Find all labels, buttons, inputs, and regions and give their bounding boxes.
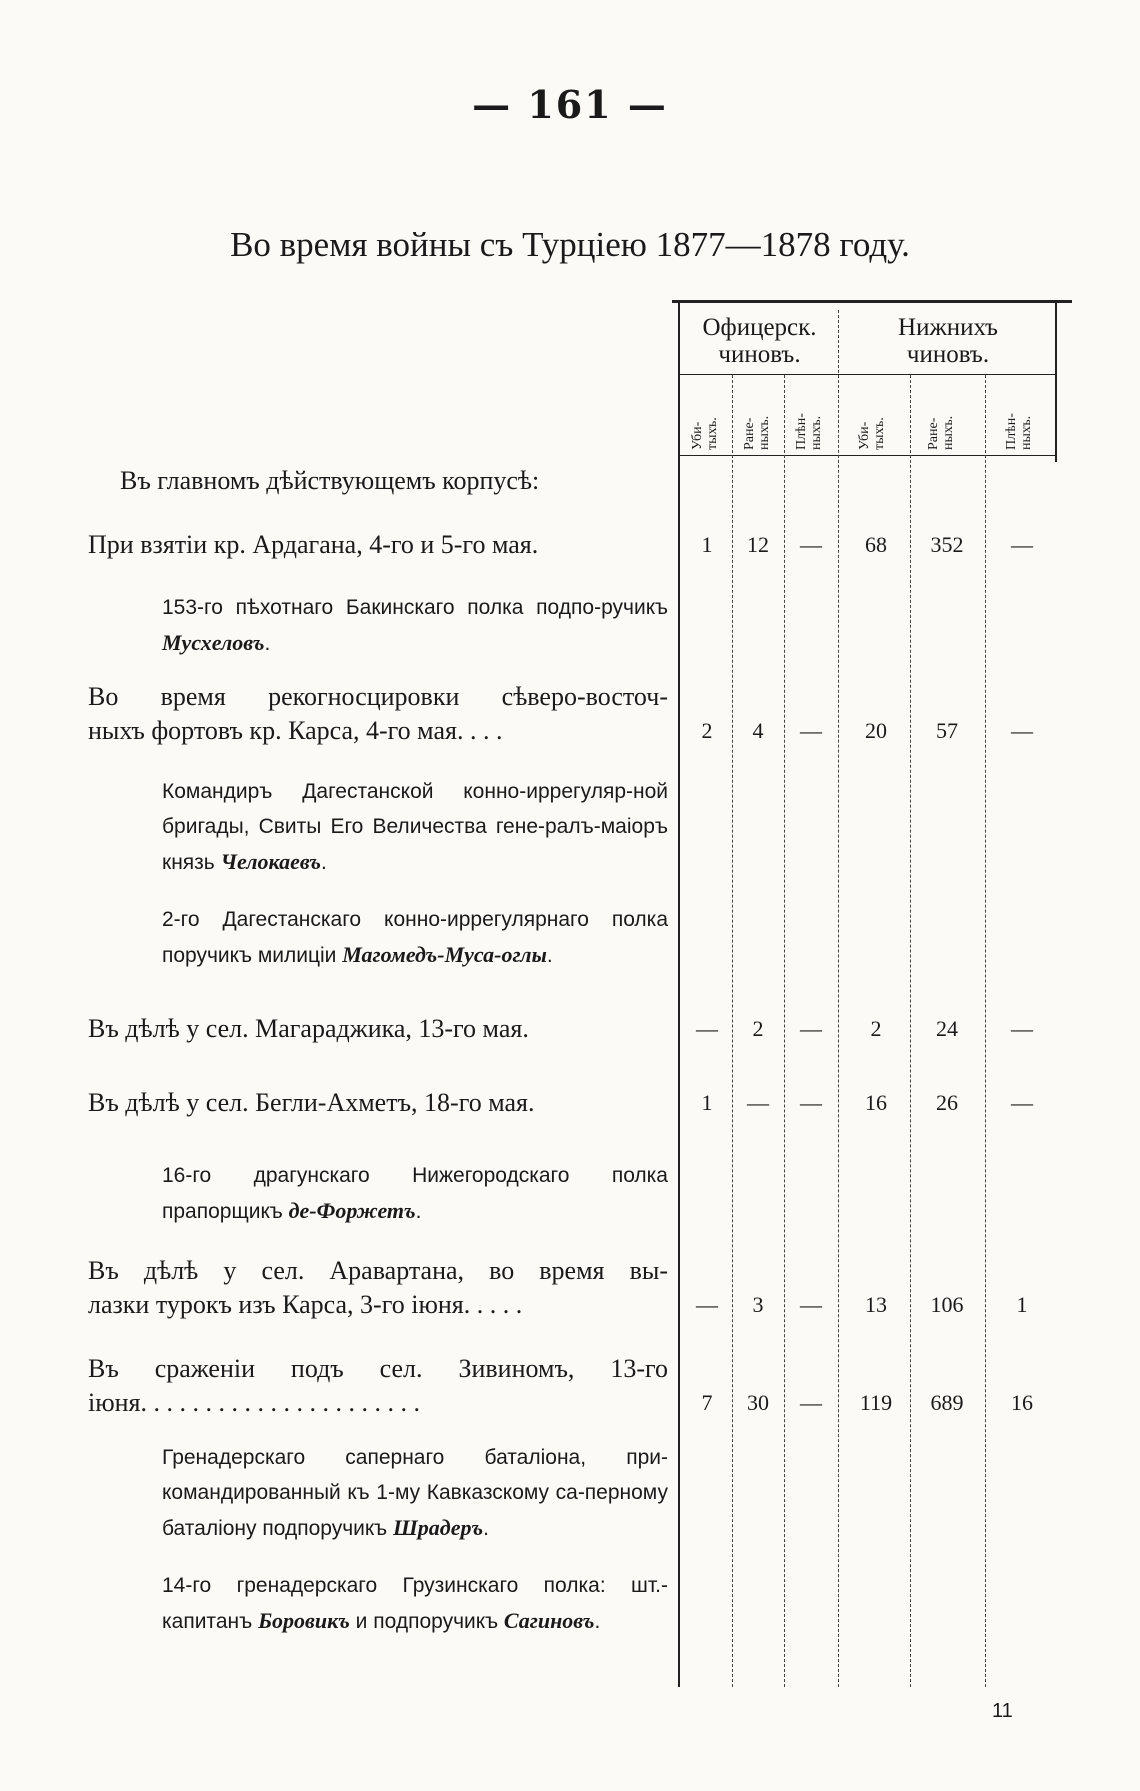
entry-text-first: Во время рекогносцировки сѣверо-восточ- — [88, 682, 668, 711]
note-text: Командиръ Дагестанской конно-иррегуляр-ной бригады, Свиты Его Величества гене-ралъ-маіоръ князь — [162, 780, 668, 874]
table-cell: 7 — [701, 1390, 713, 1415]
col6-l1: Плѣн- — [1004, 413, 1019, 450]
note-person: Мусхеловъ — [162, 630, 265, 655]
entry-zivin — [88, 1352, 668, 1420]
note-person: Шрадеръ — [393, 1515, 484, 1540]
dot-leader: . . . . . . . . . . . . . . . . . . . . . . — [140, 1388, 421, 1417]
table-cell: — — [800, 1390, 822, 1415]
page-title: Во время войны съ Турціею 1877—1878 году. — [230, 225, 910, 264]
table-cell: — — [1011, 1090, 1033, 1115]
group-lower-line1: Нижнихъ — [898, 314, 998, 341]
entry-text: ныхъ фортовъ кр. Карса, 4-го мая — [88, 716, 457, 745]
col-header-lower-wounded — [926, 416, 956, 450]
table-cell: — — [1011, 1016, 1033, 1041]
table-cell: 30 — [747, 1390, 769, 1415]
table-cell: 2 — [701, 718, 713, 743]
col6-l2: ныхъ. — [1019, 415, 1034, 450]
entry-text: Въ дѣлѣ у сел. Магараджика, 13-го мая — [88, 1014, 523, 1043]
col5-l1: Ране- — [926, 417, 941, 450]
table-cell: 12 — [747, 532, 769, 557]
table-cell: — — [800, 1090, 822, 1115]
dot-leader: . — [522, 1014, 529, 1043]
note-end: . — [546, 944, 553, 967]
table-left-border — [678, 302, 680, 1687]
note-person: Магомедъ-Муса-оглы — [342, 942, 547, 967]
note-de-forzhet — [162, 1158, 668, 1229]
note-end: . — [415, 1200, 422, 1223]
group-officers — [682, 314, 837, 368]
note-end: . — [483, 1517, 489, 1540]
header-bottom-rule — [680, 455, 1057, 456]
table-cell: 26 — [936, 1090, 958, 1115]
col-divider-5 — [985, 375, 986, 1687]
note-chelokaev — [162, 774, 668, 880]
page-number: — 161 — — [472, 82, 668, 127]
note-person: Боровикъ — [258, 1608, 350, 1633]
table-cell: 689 — [930, 1390, 964, 1415]
col1-l1: Уби- — [690, 421, 705, 450]
header-divider — [680, 374, 1057, 375]
col4-l2: тыхъ. — [872, 417, 887, 450]
note-borovik-saginov — [162, 1568, 668, 1639]
table-cell: 106 — [930, 1292, 964, 1317]
table-cell: 2 — [752, 1016, 764, 1041]
group-officers-line1: Офицерск. — [702, 314, 817, 341]
entry-aravartan — [88, 1254, 668, 1322]
note-text: Гренадерскаго сапернаго баталіона, при-командированный къ 1-му Кавказскому са-перному баталіону подпоручикъ — [162, 1446, 668, 1540]
note-text: 14-го гренадерскаго Грузинскаго полка: шт.-капитанъ — [162, 1574, 668, 1633]
table-cell: — — [800, 1016, 822, 1041]
col5-l2: ныхъ. — [941, 415, 956, 450]
col3-l2: ныхъ. — [809, 415, 824, 450]
table-cell: 1 — [1016, 1292, 1028, 1317]
entry-ardahan — [88, 528, 668, 562]
entry-text: лазки турокъ изъ Карса, 3-го іюня — [88, 1290, 464, 1319]
note-magomed — [162, 902, 668, 973]
entry-kars-reconnaissance — [88, 680, 668, 748]
group-officers-line2: чиновъ. — [718, 341, 801, 368]
note-end: . — [264, 632, 271, 655]
col4-l1: Уби- — [857, 421, 872, 450]
col3-l1: Плѣн- — [794, 413, 809, 450]
group-lower-line2: чиновъ. — [906, 341, 990, 368]
note-person: де-Форжетъ — [288, 1198, 416, 1223]
entry-text: іюня — [88, 1388, 141, 1417]
group-divider — [838, 310, 839, 1687]
table-cell: 68 — [865, 532, 887, 557]
entry-begli-akhmet — [88, 1086, 668, 1120]
col1-l2: тыхъ. — [705, 417, 720, 450]
table-cell: — — [696, 1016, 718, 1041]
table-cell: — — [800, 718, 822, 743]
note-shrader — [162, 1440, 668, 1546]
note-person-2: Сагиновъ — [503, 1608, 595, 1633]
table-cell: 3 — [752, 1292, 764, 1317]
table-cell: — — [747, 1090, 769, 1115]
group-lower-ranks — [842, 314, 1054, 368]
table-cell: 1 — [701, 532, 713, 557]
note-person: Челокаевъ — [220, 849, 322, 874]
table-right-border — [1055, 302, 1057, 462]
note-middle: и подпоручикъ — [349, 1610, 504, 1633]
col2-l1: Ране- — [742, 417, 757, 450]
entry-text: Въ дѣлѣ у сел. Бегли-Ахметъ, 18-го мая — [88, 1088, 528, 1117]
entry-magaradzhik — [88, 1012, 668, 1046]
col-header-officers-captured — [794, 413, 824, 450]
dot-leader: . — [527, 1088, 535, 1117]
dot-leader: . . . . — [456, 716, 503, 745]
table-cell: 16 — [1011, 1390, 1033, 1415]
table-cell: 13 — [865, 1292, 887, 1317]
note-end: . — [321, 851, 327, 874]
table-cell: — — [800, 1292, 822, 1317]
entry-text-first: Въ дѣлѣ у сел. Аравартана, во время вы- — [88, 1256, 668, 1285]
col-header-officers-wounded — [742, 416, 772, 450]
table-cell: 119 — [859, 1390, 893, 1415]
table-cell: 2 — [870, 1016, 882, 1041]
table-cell: 24 — [936, 1016, 958, 1041]
table-cell: — — [1011, 532, 1033, 557]
dot-leader: . — [531, 530, 539, 559]
table-cell: 1 — [701, 1090, 713, 1115]
table-cell: — — [696, 1292, 718, 1317]
note-text: 2-го Дагестанскаго конно-иррегулярнаго полка поручикъ милиціи — [162, 908, 668, 967]
entry-text: При взятіи кр. Ардагана, 4-го и 5-го мая — [88, 530, 532, 559]
table-cell: — — [1011, 718, 1033, 743]
note-muskhelov — [162, 590, 668, 661]
col-header-lower-killed — [857, 417, 887, 450]
dot-leader: . . . . . — [463, 1290, 523, 1319]
section-heading: Въ главномъ дѣйствующемъ корпусѣ: — [120, 466, 540, 495]
col-divider-4 — [910, 375, 911, 1687]
note-text: 153-го пѣхотнаго Бакинскаго полка подпо-ручикъ — [162, 596, 668, 619]
entry-text-first: Въ сраженіи подъ сел. Зивиномъ, 13-го — [88, 1354, 668, 1383]
table-cell: 20 — [865, 718, 887, 743]
table-cell: 16 — [865, 1090, 887, 1115]
table-cell: — — [800, 532, 822, 557]
note-text: 16-го драгунскаго Нижегородскаго полка прапорщикъ — [162, 1164, 668, 1223]
sheet-mark: 11 — [992, 1700, 1013, 1722]
col2-l2: ныхъ. — [757, 415, 772, 450]
table-top-rule — [672, 300, 1072, 303]
table-cell: 57 — [936, 718, 958, 743]
note-end: . — [594, 1610, 601, 1633]
col-header-lower-captured — [1004, 413, 1034, 450]
table-cell: 4 — [752, 718, 764, 743]
table-cell: 352 — [930, 532, 964, 557]
col-header-officers-killed — [690, 417, 720, 450]
